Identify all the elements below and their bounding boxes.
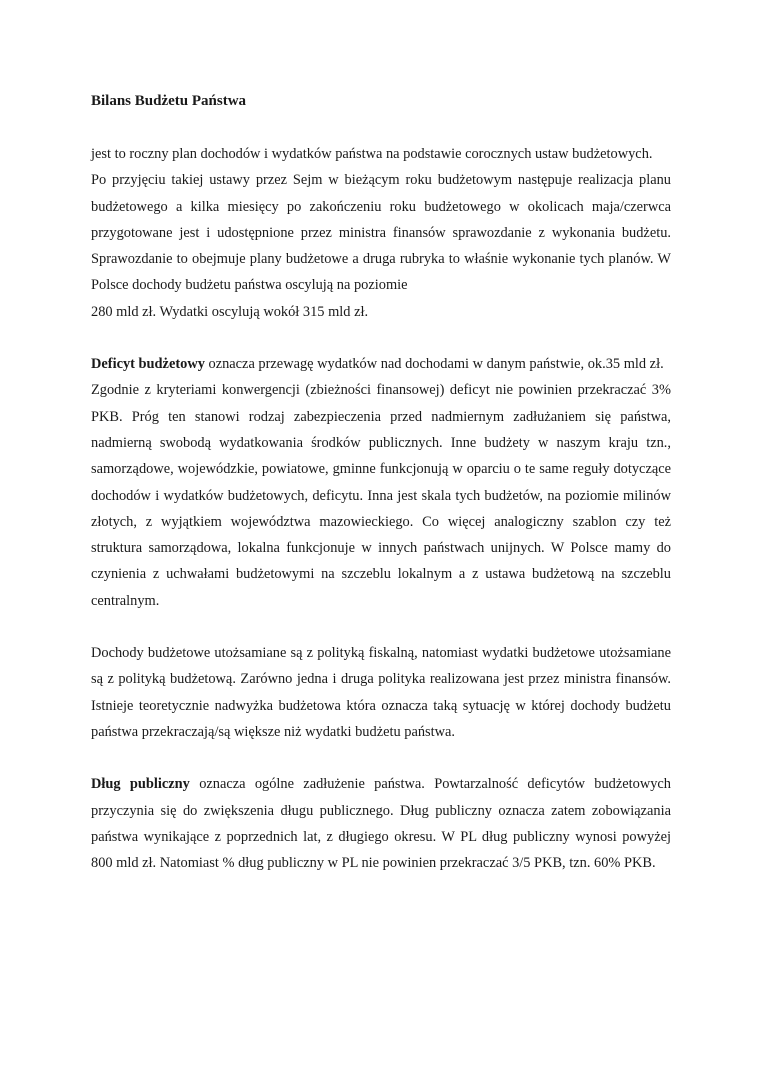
paragraph-budget-execution: Po przyjęciu takiej ustawy przez Sejm w bieżącym roku budżetowym następuje realizacja planu budżetowego a kilka miesięcy po zakończeniu roku budżetowego w okolicach maja/czerwca przygotowane jest i udostępnione przez ministra finansów sprawozdanie z wykonania budżetu. Sprawozdanie to obejmuje plany budżetowe a druga rubryka to właśnie wykonanie tych planów. W Polsce dochody budżetu państwa oscylują na poziomie	[91, 172, 671, 294]
document-body	[91, 88, 671, 876]
paragraph-deficit-definition	[91, 351, 671, 377]
spacer	[91, 745, 671, 771]
paragraph-fiscal-policy: Dochody budżetowe utożsamiane są z polityką fiskalną, natomiast wydatki budżetowe utożsamiane są z polityką budżetową. Zarówno jedna i druga polityka realizowana jest przez ministra finansów. Istnieje teoretycznie nadwyżka budżetowa która oznacza taką sytuację w której dochody budżetu państwa przekraczają/są większe niż wydatki budżetu państwa.	[91, 645, 671, 740]
term-deficit: Deficyt budżetowy	[91, 356, 205, 373]
paragraph-convergence-criteria: Zgodnie z kryteriami konwergencji (zbieżności finansowej) deficyt nie powinien przekraczać 3% PKB. Próg ten stanowi rodzaj zabezpieczenia przed nadmiernym zadłużaniem się państwa, nadmierną swobodą wydatkowania środków publicznych. Inne budżety w naszym kraju tzn., samorządowe, wojewódzkie, powiatowe, gminne funkcjonują w oparciu o te same reguły dotyczące dochodów i wydatków budżetowych, deficytu. Inna jest skala tych budżetów, na poziomie milinów złotych, z wyjątkiem województwa mazowieckiego. Co więcej analogiczny szablon czy też struktura samorządowa, lokalna funkcjonuje w innych państwach unijnych. W Polsce mamy do czynienia z uchwałami budżetowymi na szczeblu lokalnym a z ustawa budżetową na szczeblu centralnym.	[91, 382, 671, 609]
spacer	[91, 614, 671, 640]
paragraph-definition: jest to roczny plan dochodów i wydatków państwa na podstawie corocznych ustaw budżetowych.	[91, 146, 653, 162]
public-debt-text: oznacza ogólne zadłużenie państwa. Powtarzalność deficytów budżetowych przyczynia się do zwiększenia długu publicznego. Dług publiczny oznacza zatem zobowiązania państwa wynikające z poprzednich lat, z długiego okresu. W PL dług publiczny wynosi powyżej 800 mld zł. Natomiast % dług publiczny w PL nie powinien przekraczać 3/5 PKB, tzn. 60% PKB.	[91, 776, 672, 872]
paragraph-public-debt	[91, 771, 671, 876]
spacer	[91, 114, 671, 141]
deficit-definition-text: oznacza przewagę wydatków nad dochodami w danym państwie, ok.35 mld zł.	[204, 356, 664, 373]
term-public-debt: Dług publiczny	[91, 776, 190, 793]
spacer	[91, 325, 671, 351]
paragraph-amounts: 280 mld zł. Wydatki oscylują wokół 315 mld zł.	[91, 303, 369, 320]
document-title: Bilans Budżetu Państwa	[91, 93, 247, 109]
